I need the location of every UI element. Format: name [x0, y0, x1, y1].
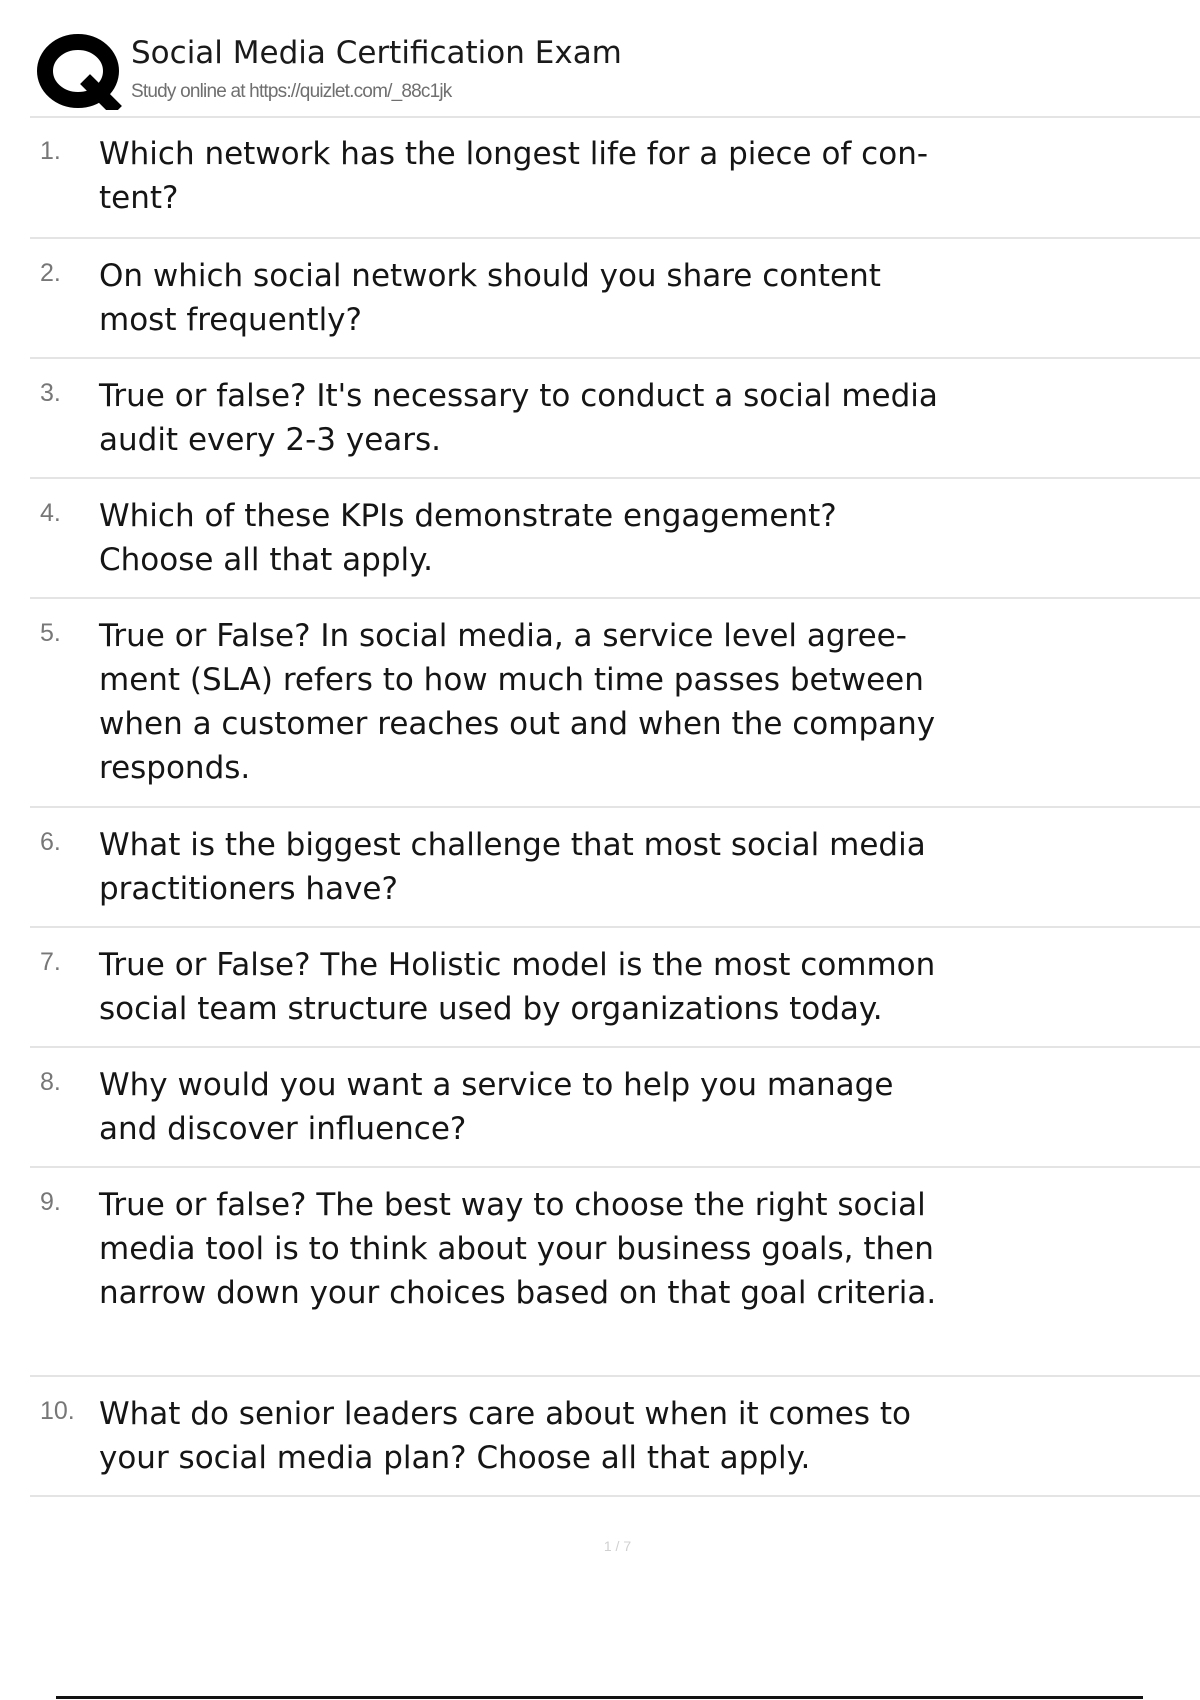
question-number: 7.	[40, 948, 61, 976]
question-item	[30, 117, 1200, 239]
question-text: Which network has the longest life for a piece of con- tent?	[99, 136, 929, 216]
question-text: True or false? The best way to choose the right social media tool is to think about your business goals, then narrow down your choices based on that goal criteria.	[99, 1187, 937, 1311]
document-header	[30, 30, 1200, 118]
question-text: Why would you want a service to help you manage and discover influence?	[99, 1067, 894, 1147]
question-text: True or False? The Holistic model is the most common social team structure used by organizations today.	[99, 947, 936, 1027]
study-online-link-text: Study online at https://quizlet.com/_88c1jk	[131, 81, 452, 102]
question-item	[30, 1048, 1200, 1168]
question-item	[30, 1377, 1200, 1497]
question-number: 10.	[40, 1397, 75, 1425]
question-number: 9.	[40, 1188, 61, 1216]
question-number: 3.	[40, 379, 61, 407]
question-number: 2.	[40, 259, 61, 287]
question-item	[30, 239, 1200, 359]
question-item	[30, 808, 1200, 928]
question-text: On which social network should you share content most frequently?	[99, 258, 881, 338]
question-item	[30, 359, 1200, 479]
question-item	[30, 479, 1200, 599]
question-list	[30, 117, 1200, 1497]
question-number: 1.	[40, 137, 61, 165]
question-text: What do senior leaders care about when it comes to your social media plan? Choose all that apply.	[99, 1396, 911, 1476]
page-title: Social Media Certification Exam	[131, 35, 622, 71]
quizlet-q-logo-icon	[32, 32, 140, 110]
question-number: 5.	[40, 619, 61, 647]
question-text: Which of these KPIs demonstrate engagement? Choose all that apply.	[99, 498, 837, 578]
question-number: 4.	[40, 499, 61, 527]
question-number: 8.	[40, 1068, 61, 1096]
page-indicator: 1 / 7	[603, 1538, 632, 1554]
footer-divider	[56, 1696, 1143, 1699]
question-number: 6.	[40, 828, 61, 856]
question-text: True or False? In social media, a service level agree- ment (SLA) refers to how much time passes between when a customer reaches out and when the company responds.	[99, 618, 936, 786]
question-text: What is the biggest challenge that most social media practitioners have?	[99, 827, 926, 907]
question-item	[30, 599, 1200, 808]
question-item	[30, 1168, 1200, 1377]
question-item	[30, 928, 1200, 1048]
question-text: True or false? It's necessary to conduct a social media audit every 2-3 years.	[99, 378, 938, 458]
